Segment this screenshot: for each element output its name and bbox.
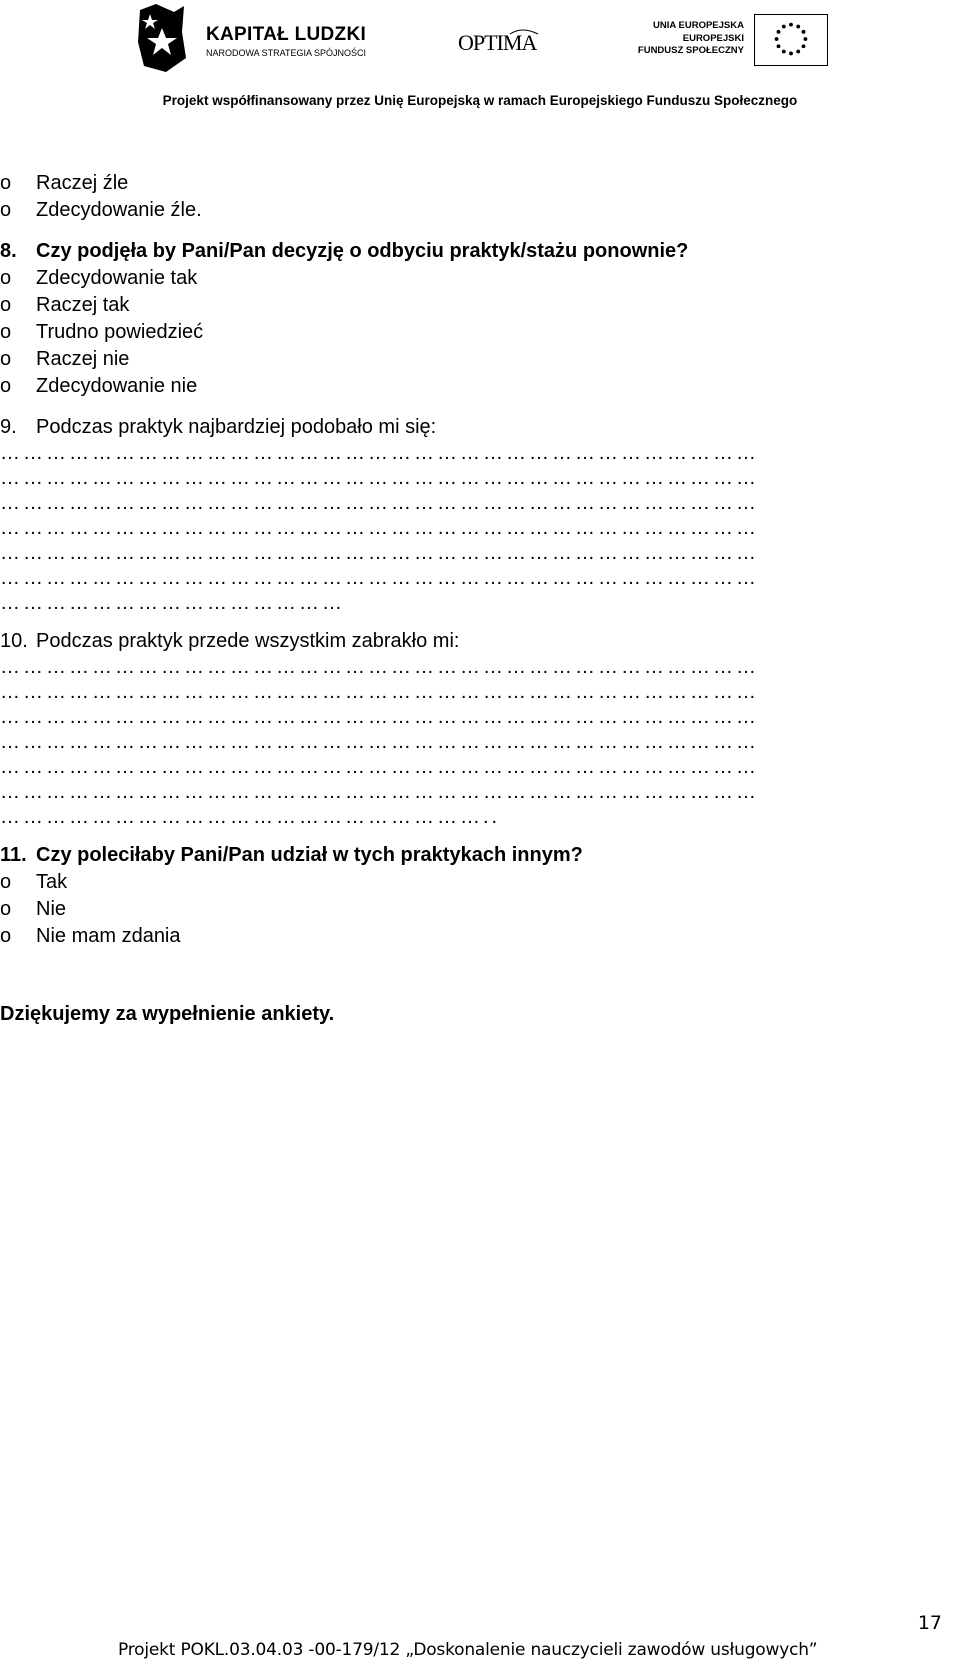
kapital-ludzki-subtitle: NARODOWA STRATEGIA SPÓJNOŚCI	[206, 48, 367, 58]
answer-fill-line: ………………………………………………………………………………………	[0, 442, 759, 464]
q11-option-tak[interactable]: o Tak	[0, 869, 960, 896]
radio-bullet: o	[0, 898, 12, 920]
answer-fill-line: ………………………………………………………………………………………	[0, 542, 759, 564]
radio-bullet: o	[0, 375, 12, 397]
eu-logo	[638, 14, 828, 68]
question-9: 9. Podczas praktyk najbardziej podobało mi się:	[0, 416, 437, 438]
optima-logo	[458, 28, 548, 58]
radio-bullet: o	[0, 925, 12, 947]
q8-option-zdecydowanie-tak[interactable]: o Zdecydowanie tak	[0, 265, 960, 292]
q8-option-raczej-tak[interactable]: o Raczej tak	[0, 292, 960, 319]
answer-fill-line: ………………………………………	[0, 592, 345, 614]
question-8-text: Czy podjęła by Pani/Pan decyzję o odbyciu praktyk/stażu ponownie?	[36, 240, 689, 262]
kapital-ludzki-logo	[136, 2, 376, 74]
thank-you-note: Dziękujemy za wypełnienie ankiety.	[0, 1003, 335, 1025]
kapital-ludzki-star-icon	[136, 2, 188, 74]
header-logos	[0, 0, 960, 108]
q8-option-zdecydowanie-nie[interactable]: o Zdecydowanie nie	[0, 373, 960, 400]
kapital-ludzki-title: KAPITAŁ LUDZKI	[206, 24, 367, 45]
radio-bullet: o	[0, 348, 12, 370]
radio-bullet: o	[0, 871, 12, 893]
optima-logo-text: OPTIMA	[458, 30, 537, 55]
answer-fill-line: ………………………………………………………..	[0, 806, 501, 828]
question-9-answer-area[interactable]	[0, 441, 960, 616]
answer-fill-line: ………………………………………………………………………………………	[0, 492, 759, 514]
radio-bullet: o	[0, 267, 12, 289]
answer-fill-line: ………………………………………………………………………………………	[0, 517, 759, 539]
answer-fill-line: ………………………………………………………………………………………	[0, 467, 759, 489]
question-11-text: Czy poleciłaby Pani/Pan udział w tych praktykach innym?	[36, 844, 583, 866]
radio-bullet: o	[0, 199, 12, 221]
answer-fill-line: ………………………………………………………………………………………	[0, 781, 759, 803]
q7-option-zdecydowanie-zle[interactable]: o Zdecydowanie źle.	[0, 197, 960, 224]
cofinance-statement: Projekt współfinansowany przez Unię Europejską w ramach Europejskiego Funduszu Społecznego	[162, 93, 798, 108]
q7-option-raczej-zle[interactable]: o Raczej źle	[0, 170, 960, 197]
question-10-text: Podczas praktyk przede wszystkim zabrakło mi:	[36, 630, 460, 652]
answer-fill-line: ………………………………………………………………………………………	[0, 681, 759, 703]
question-9-text: Podczas praktyk najbardziej podobało mi się:	[36, 416, 437, 438]
q8-option-trudno-powiedziec[interactable]: o Trudno powiedzieć	[0, 319, 960, 346]
answer-fill-line: ………………………………………………………………………………………	[0, 567, 759, 589]
radio-bullet: o	[0, 172, 12, 194]
answer-fill-line: ………………………………………………………………………………………	[0, 706, 759, 728]
q11-option-nie[interactable]: o Nie	[0, 896, 960, 923]
question-10: 10. Podczas praktyk przede wszystkim zabrakło mi:	[0, 630, 460, 652]
answer-fill-line: ………………………………………………………………………………………	[0, 656, 759, 678]
q8-option-raczej-nie[interactable]: o Raczej nie	[0, 346, 960, 373]
question-10-answer-area[interactable]	[0, 655, 960, 830]
answer-fill-line: ………………………………………………………………………………………	[0, 756, 759, 778]
question-11: 11. Czy poleciłaby Pani/Pan udział w tych praktykach innym?	[0, 844, 583, 866]
question-8: 8. Czy podjęła by Pani/Pan decyzję o odbyciu praktyk/stażu ponownie?	[0, 240, 689, 262]
radio-bullet: o	[0, 294, 12, 316]
eu-logo-text: UNIA EUROPEJSKA EUROPEJSKI FUNDUSZ SPOŁECZNY	[637, 20, 744, 56]
radio-bullet: o	[0, 321, 12, 343]
page-number: 17	[917, 1612, 942, 1634]
answer-fill-line: ………………………………………………………………………………………	[0, 731, 759, 753]
footer-project-id: Projekt POKL.03.04.03 -00-179/12 „Doskonalenie nauczycieli zawodów usługowych”	[118, 1640, 818, 1660]
survey-content	[0, 170, 960, 1028]
eu-flag-icon	[754, 14, 828, 66]
q11-option-nie-mam-zdania[interactable]: o Nie mam zdania	[0, 923, 960, 950]
